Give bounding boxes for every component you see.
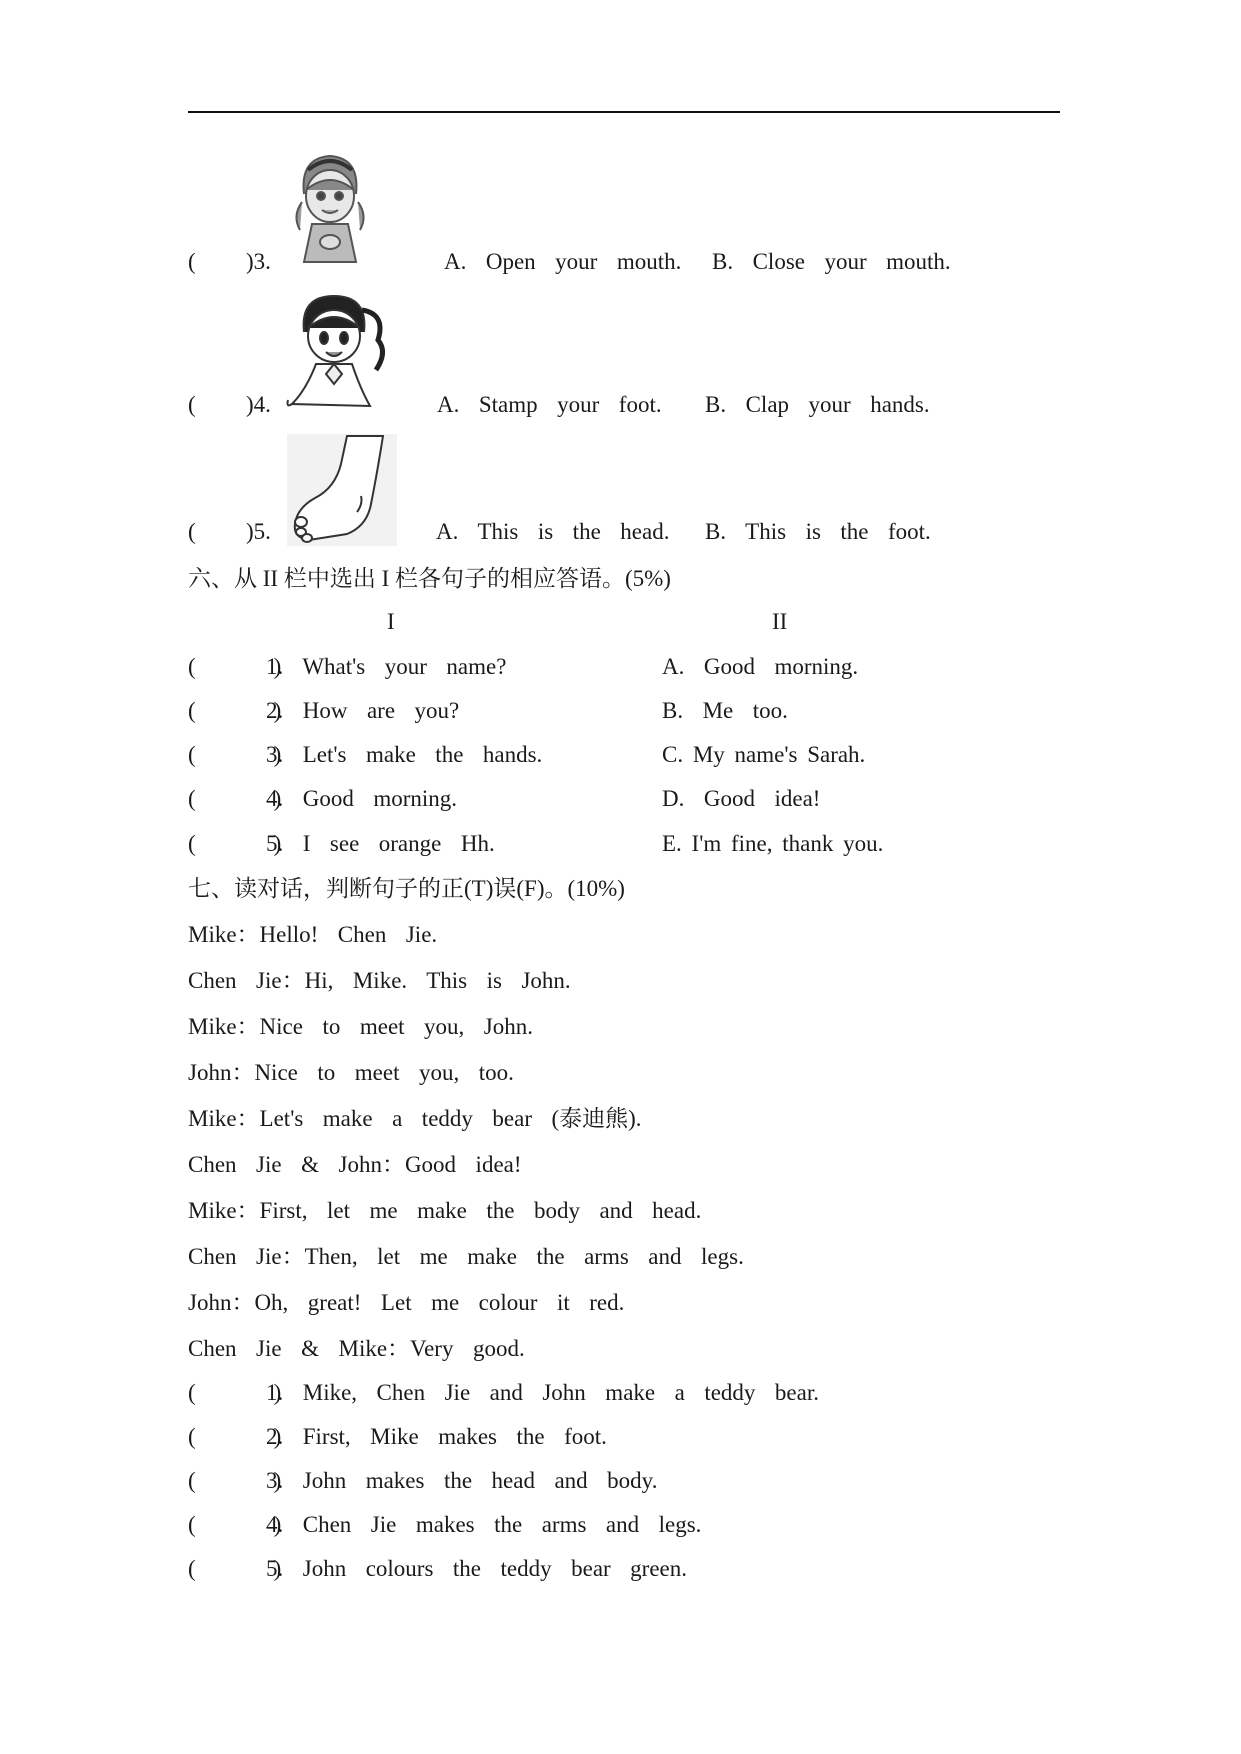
statement-3-bracket: ( ): [188, 1468, 282, 1493]
picture-item-4-bracket: (: [188, 392, 196, 417]
statement-4-text: 4. Chen Jie makes the arms and legs.: [266, 1512, 702, 1537]
section-6-row-2-bracket: ( ): [188, 698, 282, 723]
dialogue-line-8: Chen Jie：Then, let me make the arms and legs.: [188, 1244, 744, 1269]
section-6-column-i-header: I: [387, 609, 395, 634]
statement-5-bracket: ( ): [188, 1556, 282, 1581]
foot-picture: [287, 434, 397, 546]
section-6-row-2-answer: B. Me too.: [662, 698, 788, 723]
dialogue-line-2: Chen Jie：Hi, Mike. This is John.: [188, 968, 571, 993]
dialogue-line-5: Mike：Let's make a teddy bear (泰迪熊).: [188, 1106, 642, 1131]
dialogue-line-6: Chen Jie & John：Good idea!: [188, 1152, 522, 1177]
section-6-row-3-answer: C. My name's Sarah.: [662, 742, 866, 767]
picture-item-4-option-b: B. Clap your hands.: [705, 392, 930, 417]
statement-3-text: 3. John makes the head and body.: [266, 1468, 658, 1493]
statement-2-bracket: ( ): [188, 1424, 282, 1449]
picture-item-3-bracket: (: [188, 249, 196, 274]
girl-with-headband-picture: [290, 150, 370, 268]
dialogue-line-4: John：Nice to meet you, too.: [188, 1060, 514, 1085]
section-6-row-4-question: 4. Good morning.: [266, 786, 458, 811]
picture-item-5-option-b: B. This is the foot.: [705, 519, 931, 544]
dialogue-line-1: Mike：Hello! Chen Jie.: [188, 922, 438, 947]
section-6-column-ii-header: II: [772, 609, 788, 634]
statement-5-text: 5. John colours the teddy bear green.: [266, 1556, 688, 1581]
header-rule: [188, 111, 1060, 113]
picture-item-5-option-a: A. This is the head.: [436, 519, 670, 544]
section-6-row-5-question: 5. I see orange Hh.: [266, 831, 495, 856]
picture-item-3-option-b: B. Close your mouth.: [712, 249, 951, 274]
picture-item-3-option-a: A. Open your mouth.: [444, 249, 682, 274]
section-6-row-2-question: 2. How are you?: [266, 698, 460, 723]
section-7-title: 七、读对话，判断句子的正(T)误(F)。(10%): [188, 876, 625, 901]
girl-clapping-picture: [286, 290, 396, 412]
dialogue-line-3: Mike：Nice to meet you, John.: [188, 1014, 534, 1039]
section-6-row-5-answer: E. I'm fine, thank you.: [662, 831, 884, 856]
picture-item-5-bracket: (: [188, 519, 196, 544]
section-6-title: 六、从 II 栏中选出 I 栏各句子的相应答语。(5%): [188, 566, 671, 591]
picture-item-4-number: )4.: [246, 392, 271, 417]
statement-4-bracket: ( ): [188, 1512, 282, 1537]
statement-1-text: 1. Mike, Chen Jie and John make a teddy bear.: [266, 1380, 819, 1405]
section-6-row-5-bracket: ( ): [188, 831, 282, 856]
dialogue-line-10: Chen Jie & Mike：Very good.: [188, 1336, 525, 1361]
dialogue-line-7: Mike：First, let me make the body and head.: [188, 1198, 702, 1223]
picture-item-4-option-a: A. Stamp your foot.: [437, 392, 662, 417]
section-6-row-3-bracket: ( ): [188, 742, 282, 767]
section-6-row-4-bracket: ( ): [188, 786, 282, 811]
section-6-row-1-bracket: ( ): [188, 654, 282, 679]
picture-item-5-number: )5.: [246, 519, 271, 544]
statement-1-bracket: ( ): [188, 1380, 282, 1405]
picture-item-3-number: )3.: [246, 249, 271, 274]
statement-2-text: 2. First, Mike makes the foot.: [266, 1424, 607, 1449]
section-6-row-1-answer: A. Good morning.: [662, 654, 859, 679]
section-6-row-1-question: 1. What's your name?: [266, 654, 507, 679]
dialogue-line-9: John：Oh, great! Let me colour it red.: [188, 1290, 625, 1315]
section-6-row-4-answer: D. Good idea!: [662, 786, 821, 811]
section-6-row-3-question: 3. Let's make the hands.: [266, 742, 543, 767]
